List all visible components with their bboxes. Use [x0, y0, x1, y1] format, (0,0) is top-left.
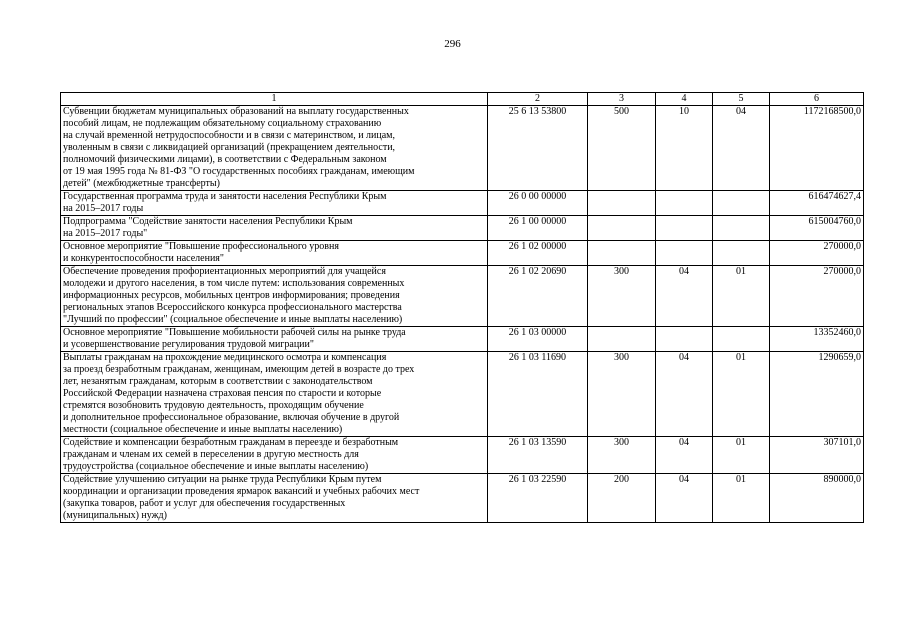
row-name: Содействие и компенсации безработным гражданам в переезде и безработным гражданам и членам их семей в переселении в другую местность для трудоустройства (социальное обеспечение и иные выплаты населению)	[61, 437, 488, 474]
row-code: 26 1 03 11690	[488, 352, 588, 437]
row-col5	[713, 327, 770, 352]
table-row	[61, 437, 864, 474]
header-col-3: 3	[588, 93, 656, 106]
row-name: Выплаты гражданам на прохождение медицинского осмотра и компенсация за проезд безработным гражданам, женщинам, имеющим детей в возрасте до трех лет, незанятым гражданам, которым в соответствии с законодательством Российской Федерации назначена страховая пенсия по старости и которые стремятся возобновить трудовую деятельность, проходящим обучение и дополнительное профессиональное образование, включая обучение в другой местности (социальное обеспечение и иные выплаты населению)	[61, 352, 488, 437]
row-col5: 01	[713, 474, 770, 523]
row-col4: 04	[656, 474, 713, 523]
row-code: 26 1 03 22590	[488, 474, 588, 523]
row-col3	[588, 191, 656, 216]
row-col3: 300	[588, 266, 656, 327]
row-col4	[656, 191, 713, 216]
header-col-1: 1	[61, 93, 488, 106]
row-amount: 13352460,0	[770, 327, 864, 352]
row-col5	[713, 241, 770, 266]
row-amount: 890000,0	[770, 474, 864, 523]
row-col3: 300	[588, 352, 656, 437]
row-col4	[656, 241, 713, 266]
row-col3: 200	[588, 474, 656, 523]
row-amount: 270000,0	[770, 241, 864, 266]
row-amount: 615004760,0	[770, 216, 864, 241]
row-name: Государственная программа труда и занятости населения Республики Крым на 2015–2017 годы	[61, 191, 488, 216]
header-col-6: 6	[770, 93, 864, 106]
row-amount: 307101,0	[770, 437, 864, 474]
row-code: 26 1 02 00000	[488, 241, 588, 266]
row-amount: 1290659,0	[770, 352, 864, 437]
header-col-5: 5	[713, 93, 770, 106]
row-col3: 500	[588, 106, 656, 191]
row-code: 26 1 03 00000	[488, 327, 588, 352]
table-row	[61, 191, 864, 216]
row-col4: 04	[656, 437, 713, 474]
row-col4: 04	[656, 352, 713, 437]
header-col-4: 4	[656, 93, 713, 106]
row-code: 25 6 13 53800	[488, 106, 588, 191]
table-row	[61, 474, 864, 523]
row-col4	[656, 327, 713, 352]
row-col5	[713, 216, 770, 241]
row-col4	[656, 216, 713, 241]
row-name: Основное мероприятие "Повышение профессионального уровня и конкурентоспособности населения"	[61, 241, 488, 266]
table-row	[61, 266, 864, 327]
row-name: Обеспечение проведения профориентационных мероприятий для учащейся молодежи и другого населения, в том числе путем: использования современных информационных ресурсов, мобильных центров информирования; проведения региональных этапов Всероссийского конкурса профессионального мастерства "Лучший по профессии" (социальное обеспечение и иные выплаты населению)	[61, 266, 488, 327]
header-col-2: 2	[488, 93, 588, 106]
row-col5: 01	[713, 352, 770, 437]
row-name: Основное мероприятие "Повышение мобильности рабочей силы на рынке труда и усовершенствование регулирования трудовой миграции"	[61, 327, 488, 352]
page-number: 296	[444, 38, 461, 50]
row-code: 26 1 02 20690	[488, 266, 588, 327]
table-row	[61, 327, 864, 352]
table-row	[61, 352, 864, 437]
row-col3: 300	[588, 437, 656, 474]
row-col5: 01	[713, 266, 770, 327]
row-col5: 04	[713, 106, 770, 191]
budget-table	[60, 92, 864, 523]
row-col3	[588, 327, 656, 352]
table-row	[61, 241, 864, 266]
row-col4: 04	[656, 266, 713, 327]
row-code: 26 1 00 00000	[488, 216, 588, 241]
row-name: Субвенции бюджетам муниципальных образований на выплату государственных пособий лицам, не подлежащим обязательному социальному страхованию на случай временной нетрудоспособности и в связи с материнством, и лицам, уволенным в связи с ликвидацией организаций (прекращением деятельности, полномочий физическими лицами), в соответствии с Федеральным законом от 19 мая 1995 года № 81-ФЗ "О государственных пособиях гражданам, имеющим детей" (межбюджетные трансферты)	[61, 106, 488, 191]
row-col5: 01	[713, 437, 770, 474]
row-amount: 270000,0	[770, 266, 864, 327]
row-amount: 1172168500,0	[770, 106, 864, 191]
row-name: Подпрограмма "Содействие занятости населения Республики Крым на 2015–2017 годы"	[61, 216, 488, 241]
row-name: Содействие улучшению ситуации на рынке труда Республики Крым путем координации и организации проведения ярмарок вакансий и учебных рабочих мест (закупка товаров, работ и услуг для обеспечения государственных (муниципальных) нужд)	[61, 474, 488, 523]
row-code: 26 1 03 13590	[488, 437, 588, 474]
table-row	[61, 216, 864, 241]
row-col4: 10	[656, 106, 713, 191]
row-code: 26 0 00 00000	[488, 191, 588, 216]
header-row	[61, 93, 864, 106]
table-row	[61, 106, 864, 191]
row-amount: 616474627,4	[770, 191, 864, 216]
row-col3	[588, 241, 656, 266]
row-col3	[588, 216, 656, 241]
row-col5	[713, 191, 770, 216]
